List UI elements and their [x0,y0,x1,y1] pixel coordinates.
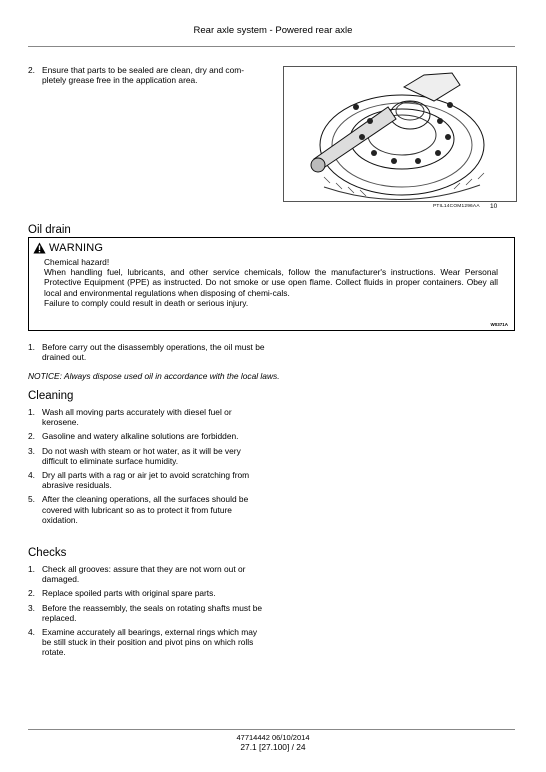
step-number: 2. [28,65,35,75]
list-item: 4. Examine accurately all bearings, external rings which may be still stuck in their position and pivot pins on which rolls rotate. [28,627,258,658]
list-item: 2. Replace spoiled parts with original spare parts. [28,588,216,599]
list-item: 2. Gasoline and watery alkaline solutions are forbidden. [28,431,239,442]
figure-caption-code: PTIL14COM1296AA [433,204,480,209]
step-number: 1. [28,342,35,352]
footer-rule [28,729,515,730]
cleaning-list [28,407,268,529]
section-heading-cleaning: Cleaning [28,390,74,402]
figure-number: 10 [490,203,498,210]
warning-consequence: Failure to comply could result in death or serious injury. [44,297,249,308]
warning-header [33,241,103,254]
warning-code: W0371A [490,322,508,327]
section-heading-checks: Checks [28,547,67,559]
list-item: 1. Check all grooves: assure that they are not worn out or damaged. [28,564,246,585]
list-item: 1. Wash all moving parts accurately with diesel fuel or kerosene. [28,407,232,428]
step-text: Before carry out the disassembly operations, the oil must be drained out. [42,342,265,363]
footer-doc-ref: 47714442 06/10/2014 [236,733,310,742]
warning-text: When handling fuel, lubricants, and other service chemicals, follow the manufacturer's instructions. Wear Personal Protective Equipment (PPE) as instructed. Do not smoke or use open flame. Collect fluids in proper containers. Obey all local and environmental regulations when disposing of chemi-cals. [44,267,498,298]
warning-triangle-icon [33,242,46,254]
oil-drain-step [28,342,268,362]
step-text: Ensure that parts to be sealed are clean, dry and com-pletely grease free in the application area. [42,65,245,86]
notice-text: NOTICE: Always dispose used oil in accordance with the local laws. [28,371,280,381]
intro-step [28,65,268,85]
figure-illustration [283,66,517,202]
footer-page-number: 27.1 [27.100] / 24 [240,742,306,752]
warning-hazard: Chemical hazard! [44,257,110,267]
warning-box [28,237,515,331]
list-item: 3. Before the reassembly, the seals on rotating shafts must be replaced. [28,602,263,623]
warning-body [44,257,498,308]
list-item: 4. Dry all parts with a rag or air jet to avoid scratching from abrasive residuals. [28,470,250,491]
warning-title: WARNING [49,241,104,254]
differential-bearing-illustration [284,67,516,201]
section-heading-oil-drain: Oil drain [28,224,71,236]
header-rule [28,46,515,47]
page-header: Rear axle system - Powered rear axle [193,25,353,36]
list-item: 3. Do not wash with steam or hot water, as it will be very difficult to eliminate surface humidity. [28,445,241,466]
checks-list [28,564,268,662]
list-item: 5. After the cleaning operations, all the surfaces should be covered with lubricant so as to protect it from future oxidation. [28,494,249,525]
